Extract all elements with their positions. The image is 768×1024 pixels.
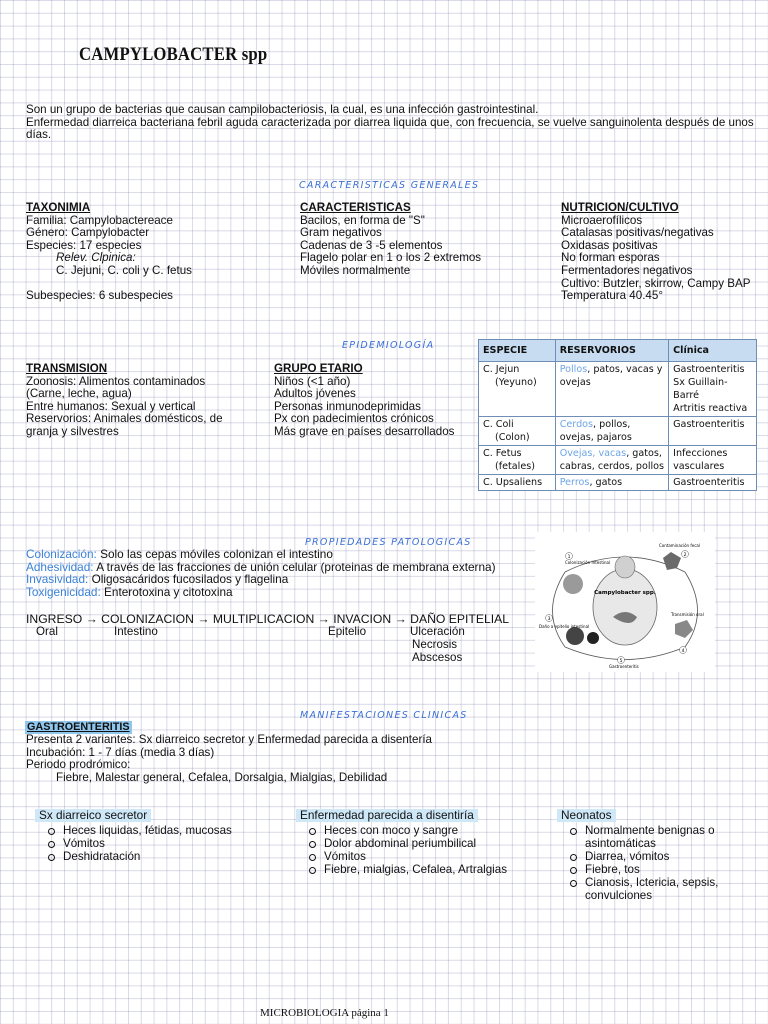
table-header-cell: ESPECIE [479,340,556,362]
table-row [479,362,757,417]
caracteristicas-line: Bacilos, en forma de "S" [300,213,425,227]
reservorio-highlight: Pollos [559,364,588,375]
list-item: Deshidratación [45,850,275,863]
symptom-list [557,824,747,902]
grupo-etario-line: Px con padecimientos crónicos [274,412,434,426]
intro-line-1: Son un grupo de bacterias que causan campilobacteriosis, la cual, es una infección gastrointestinal. [26,103,539,116]
relevancia-clinica-label: Relev. Clpinica: [56,251,136,265]
clinicas-intro [26,734,432,784]
table-header-cell: Clínica [669,340,757,362]
caracteristicas-heading: CARACTERISTICAS [300,201,411,214]
table-row [479,475,757,491]
pathogenesis-diagram-svg [535,532,715,672]
list-item: Heces con moco y sangre [306,824,546,837]
clinica-item: Gastroenteritis [673,364,745,375]
list-item: Fiebre, tos [567,863,747,876]
flow-sub-abscesos: Abscesos [412,651,463,664]
oral-transmission-figure [675,620,693,638]
head-silhouette [615,556,635,578]
reservorios-cell [555,362,668,417]
list-item: Dolor abdominal periumbilical [306,837,546,850]
transmision-line: Zoonosis: Alimentos contaminados [26,374,206,388]
clinica-item: Infecciones vasculares [673,448,728,472]
caracteristicas-line: Flagelo polar en 1 o los 2 extremos [300,251,482,265]
list-item: Fiebre, mialgias, Cefalea, Artralgias [306,863,546,876]
grupo-etario-heading: GRUPO ETARIO [274,362,363,375]
clinical-column-heading: Sx diarreico secretor [35,809,151,822]
transmision-line: Entre humanos: Sexual y vertical [26,399,196,413]
clinica-item: Gastroenteritis [673,477,745,488]
caracteristicas-line: Cadenas de 3 -5 elementos [300,238,443,252]
page-footer: MICROBIOLOGIA página 1 [260,1007,389,1019]
reservorio-highlight: Perros [559,477,590,488]
reservorio-rest: , pollos, ovejas, pajaros [559,419,632,443]
subspecies-line: Subespecies: 6 subespecies [26,288,173,302]
list-item: Cianosis, Ictericia, sepsis, convulciones [567,876,747,902]
especie-cell [479,417,556,446]
clinica-item: Gastroenteritis [673,419,745,430]
reservorio-highlight: Ovejas, vacas [559,448,627,459]
diagram-label: Daño a epitelio intestinal [539,624,590,629]
especie-name: C. Fetus [483,448,522,459]
epithelial-damage-figure [566,627,584,645]
clinical-column-disenteria [296,806,546,876]
patologica-text: Enterotoxina y citotoxina [100,584,233,599]
step-number: 3 [547,616,551,622]
transmision-line: granja y silvestres [26,424,119,438]
especie-cell [479,475,556,491]
clinica-cell [669,446,757,475]
clinical-column-neonatos [557,806,757,902]
gastroenteritis-tag: GASTROENTERITIS [27,721,130,733]
body-silhouette [593,569,657,645]
grupo-etario-line: Adultos jóvenes [274,387,356,401]
patologica-text: Solo las cepas móviles colonizan el intestino [96,547,333,561]
diagram-label: Gastroenteritis [609,664,639,669]
step-number: 2 [683,552,687,558]
list-item: Heces liquidas, fétidas, mucosas [45,824,275,837]
patologica-item [26,586,496,599]
list-item: Vómitos [45,837,275,850]
patologica-text: A través de las fracciones de unión celular (proteinas de membrana externa) [93,559,496,574]
nutricion-line: Cultivo: Butzler, skirrow, Campy BAP [561,276,751,290]
especie-name: C. Coli [483,419,514,430]
flow-sub-necrosis: Necrosis [412,638,458,651]
section-title-general: CARACTERISTICAS GENERALES [299,180,480,191]
taxonomia-heading: TAXONIMIA [26,201,91,214]
caracteristicas-block [300,202,481,278]
patologica-label: Colonización: [26,547,97,561]
clinica-cell [669,362,757,417]
list-item: Vómitos [306,850,546,863]
reservorios-cell [555,417,668,446]
patologica-label: Adhesividad: [26,559,94,574]
section-title-epidemiologia: EPIDEMIOLOGÍA [342,340,435,351]
reservorios-cell [555,475,668,491]
reservorio-rest: , patos, vacas y ovejas [559,364,663,388]
nutricion-line: Microaerofílicos [561,213,643,227]
nutricion-line: Catalasas positivas/negativas [561,226,714,240]
pathogenesis-diagram [535,532,715,672]
grupo-etario-block [274,363,454,439]
patologicas-list [26,548,496,598]
clinica-cell [669,417,757,446]
nutricion-block [561,202,750,303]
animal-reservoir-figure [663,552,681,570]
especie-site: (fetales) [495,461,535,472]
table-row [479,417,757,446]
clinical-column-secretor [35,806,275,863]
clinica-cell [669,475,757,491]
step-number: 4 [681,648,685,654]
caracteristicas-line: Gram negativos [300,226,382,240]
reservorio-rest: , gatos [589,477,623,488]
patologica-text: Oligosacáridos fucosilados y flagelina [88,572,289,587]
clinical-column-heading: Enfermedad parecida a disentiría [296,809,478,822]
patologica-label: Invasividad: [26,572,89,587]
especie-site: (Colon) [495,432,530,443]
especie-cell [479,362,556,417]
table-row [479,446,757,475]
list-item: Normalmente benignas o asintomáticas [567,824,747,850]
list-item: Diarrea, vómitos [567,850,747,863]
transmision-line: Reservorios: Animales domésticos, de [26,412,223,426]
nutricion-heading: NUTRICION/CULTIVO [561,201,679,214]
clinicas-line: Presenta 2 variantes: Sx diarreico secretor y Enfermedad parecida a disentería [26,733,432,746]
species-table [478,339,757,491]
especie-name: C. Jejun [483,364,520,375]
relevant-species: C. Jejuni, C. coli y C. fetus [56,263,192,277]
grupo-etario-line: Más grave en países desarrollados [274,424,455,438]
symptom-list [35,824,275,863]
epithelial-damage-figure [587,632,599,644]
clinical-column-heading: Neonatos [557,809,616,822]
especie-name: C. Upsaliens [483,477,543,488]
nutricion-line: Temperatura 40.45° [561,289,663,303]
flow-sub-ulceracion: Ulceración [410,625,465,638]
clinica-item: Artritis reactiva [673,403,748,414]
transmision-block [26,363,223,439]
nutricion-line: No forman esporas [561,251,660,265]
flow-sub-intestino: Intestino [114,625,158,638]
caracteristicas-line: Móviles normalmente [300,263,411,277]
intro-line-2: Enfermedad diarreica bacteriana febril aguda caracterizada por diarrea liquida que, con frecuencia, se vuelve sanguinolenta después de unos días. [26,115,754,142]
especie-site: (Yeyuno) [495,377,537,388]
symptom-list [296,824,546,876]
nutricion-line: Oxidasas positivas [561,238,658,252]
nutricion-line: Fermentadores negativos [561,263,693,277]
pathogenesis-flow: INGRESO → COLONIZACION → MULTIPLICACION → INVACION → DAÑO EPITELIAL [26,612,510,626]
clinicas-line: Periodo prodrómico: [26,758,131,772]
transmision-line: (Carne, leche, agua) [26,387,132,401]
clinicas-line: Incubación: 1 - 7 días (media 3 días) [26,745,215,759]
step-number: 1 [567,554,571,560]
prodromico-symptoms: Fiebre, Malestar general, Cefalea, Dorsalgia, Mialgias, Debilidad [56,770,388,784]
section-title-clinicas: MANIFESTACIONES CLINICAS [300,710,468,721]
reservorio-rest: , gatos, cabras, cerdos, pollos [559,448,665,472]
diagram-center-label: Campylobacter spp. [594,590,656,596]
step-number: 5 [619,658,623,664]
cycle-arc-bottom [565,647,685,660]
transmision-heading: TRANSMISION [26,362,108,375]
taxonomia-line: Género: Campylobacter [26,226,150,240]
colonization-figure [563,574,583,594]
clinica-item: Sx Guillain-Barré [673,377,728,401]
section-title-patologicas: PROPIEDADES PATOLOGICAS [305,537,472,548]
reservorio-highlight: Cerdos [559,419,594,430]
grupo-etario-line: Personas inmunodeprimidas [274,399,421,413]
taxonomia-line: Familia: Campylobactereace [26,213,173,227]
patologica-label: Toxigenicidad: [26,584,101,599]
diagram-label: Contaminación fecal [659,543,700,548]
flow-sub-oral: Oral [36,625,58,638]
table-header-row [479,340,757,362]
taxonomia-block [26,202,192,302]
diagram-label: Colonización intestinal [565,560,611,565]
flow-sub-epitelio: Epitelio [328,625,367,638]
diagram-label: Transmisión oral [671,612,704,617]
especie-cell [479,446,556,475]
page-title: CAMPYLOBACTER spp [79,44,268,65]
table-header-cell: RESERVORIOS [555,340,668,362]
reservorios-cell [555,446,668,475]
grupo-etario-line: Niños (<1 año) [274,374,351,388]
intro-paragraph [26,104,754,142]
taxonomia-line: Especies: 17 especies [26,238,142,252]
